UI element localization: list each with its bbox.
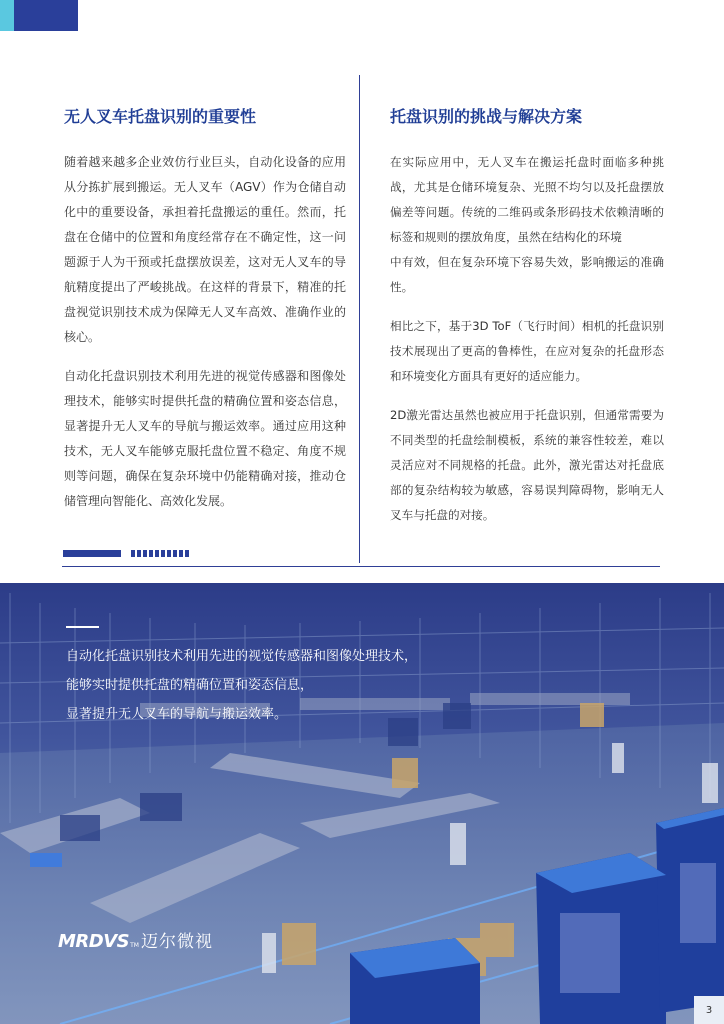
logo-trademark: TM (130, 942, 139, 949)
right-section-heading: 托盘识别的挑战与解决方案 (390, 107, 583, 126)
quote-line-3: 显著提升无人叉车的导航与搬运效率。 (66, 707, 288, 722)
banner-quote (66, 642, 546, 729)
corner-accent-cyan (0, 0, 14, 31)
left-paragraph-1: 随着越来越多企业效仿行业巨头，自动化设备的应用从分拣扩展到搬运。无人叉车（AGV）作为仓储自动化中的重要设备，承担着托盘搬运的重任。然而，托盘在仓储中的位置和角度经常存在不确定性，这一问题源于人为干预或托盘摆放误差，这对无人叉车的导航精度提出了严峻挑战。在这样的背景下，精准的托盘视觉识别技术成为保障无人叉车高效、准确作业的核心。 (64, 155, 346, 344)
page-number: 3 (694, 996, 724, 1024)
corner-accent-blue (14, 0, 78, 31)
mrdvs-logo (58, 927, 213, 952)
left-paragraph-2: 自动化托盘识别技术利用先进的视觉传感器和图像处理技术，能够实时提供托盘的精确位置和姿态信息，显著提升无人叉车的导航与搬运效率。通过应用这种技术，无人叉车能够克服托盘位置不稳定、角度不规则等问题，确保在复杂环境中仍能精确对接，推动仓储管理向智能化、高效化发展。 (64, 369, 346, 508)
left-section-heading: 无人叉车托盘识别的重要性 (64, 107, 257, 126)
section-rule (62, 566, 660, 567)
right-paragraph-1: 在实际应用中，无人叉车在搬运托盘时面临多种挑战，尤其是仓储环境复杂、光照不均匀以及托盘摆放偏差等问题。传统的二维码或条形码技术依赖清晰的标签和规则的摆放角度，虽然在结构化的环境 (390, 155, 664, 244)
decorative-bar (63, 550, 121, 557)
left-column (64, 150, 346, 528)
decorative-dashes (131, 550, 189, 557)
quote-line-1: 自动化托盘识别技术利用先进的视觉传感器和图像处理技术， (66, 649, 418, 664)
logo-chinese-name: 迈尔微视 (140, 932, 213, 952)
quote-rule (66, 626, 99, 628)
quote-line-2: 能够实时提供托盘的精确位置和姿态信息， (66, 678, 314, 693)
right-column (390, 150, 664, 542)
right-paragraph-3: 相比之下，基于3D ToF（飞行时间）相机的托盘识别技术展现出了更高的鲁棒性，在应对复杂的托盘形态和环境变化方面具有更好的适应能力。 (390, 319, 664, 383)
right-paragraph-4: 2D激光雷达虽然也被应用于托盘识别，但通常需要为不同类型的托盘绘制模板，系统的兼容性较差，难以灵活应对不同规格的托盘。此外，激光雷达对托盘底部的复杂结构较为敏感，容易误判障碍物，影响无人叉车与托盘的对接。 (390, 408, 664, 522)
logo-wordmark: MRDVS (58, 931, 130, 952)
column-divider (359, 75, 360, 563)
right-paragraph-2: 中有效，但在复杂环境下容易失效，影响搬运的准确性。 (390, 255, 664, 294)
